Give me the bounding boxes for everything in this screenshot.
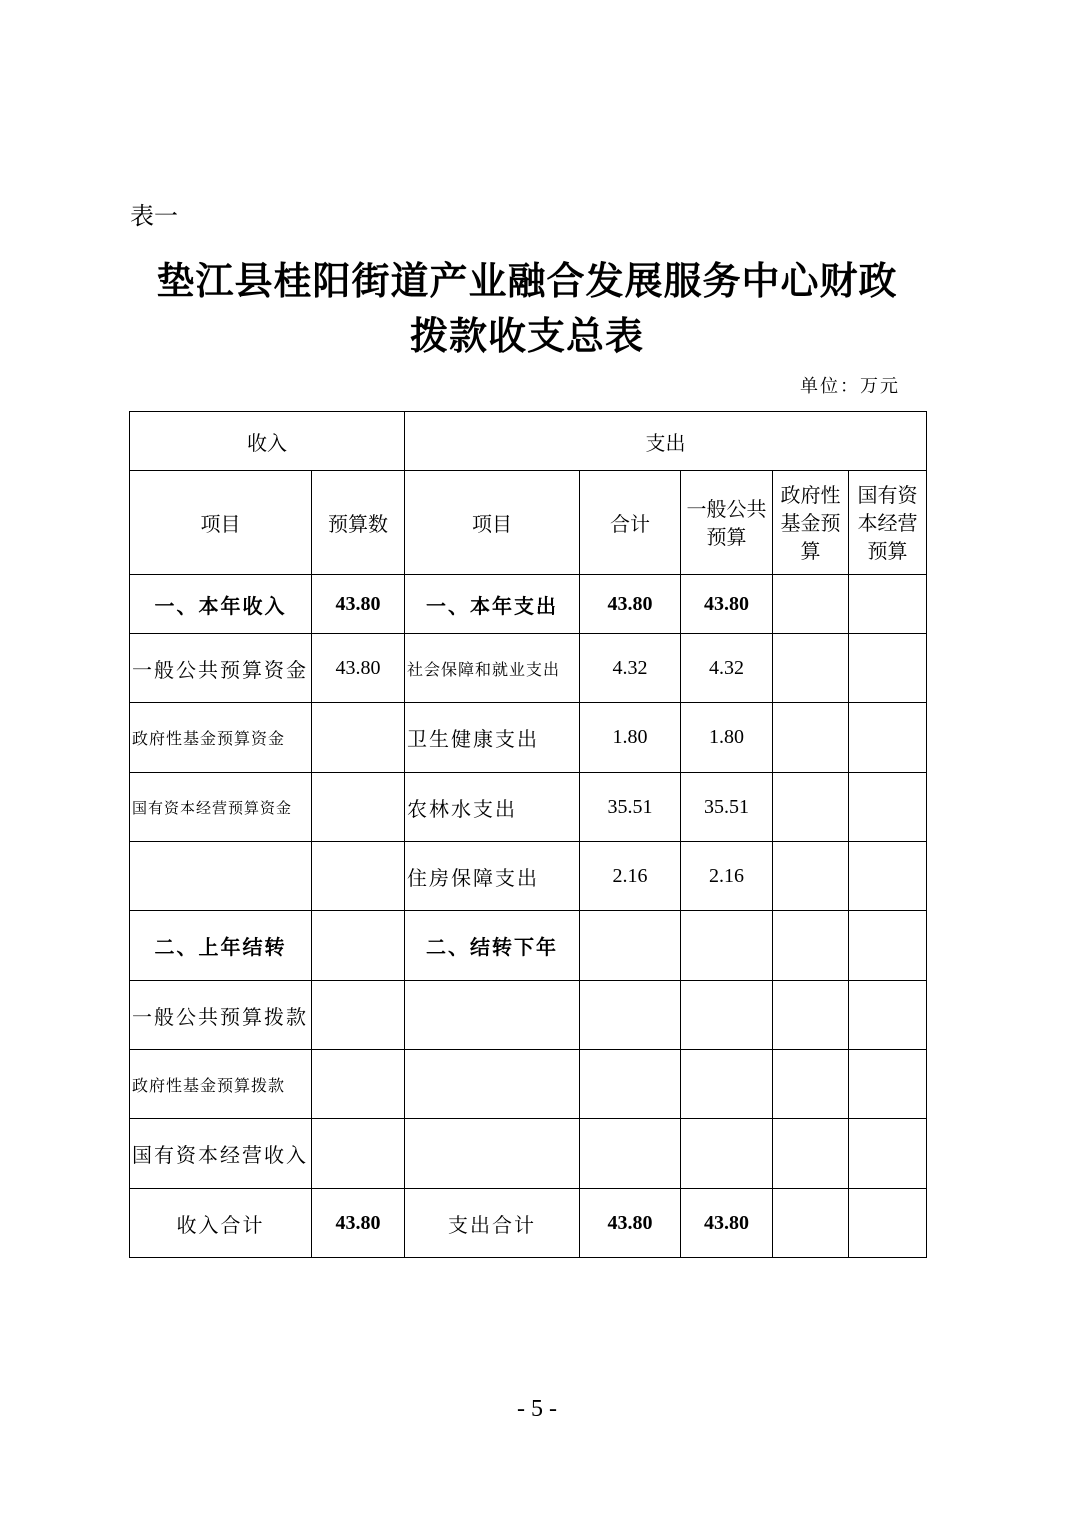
income-item-cell: 国有资本经营预算资金 (130, 773, 312, 842)
state-capital-cell (849, 773, 927, 842)
expense-item-cell: 社会保障和就业支出 (405, 634, 580, 703)
income-budget-cell (312, 911, 405, 981)
budget-summary-table (129, 411, 927, 1258)
table-label: 表一 (130, 202, 178, 230)
table-row (130, 981, 927, 1050)
income-budget-cell (312, 842, 405, 911)
general-total-value: 43.80 (681, 1189, 773, 1258)
unit-label: 单位：万元 (800, 376, 900, 397)
total-cell (580, 1050, 681, 1119)
table-row (130, 575, 927, 634)
state-capital-cell (849, 634, 927, 703)
state-capital-total-value (849, 1189, 927, 1258)
expense-total-value: 43.80 (580, 1189, 681, 1258)
total-cell: 2.16 (580, 842, 681, 911)
income-budget-cell (312, 981, 405, 1050)
table-row (130, 634, 927, 703)
table-row (130, 842, 927, 911)
table-group-header-row (130, 412, 927, 471)
col-income-item: 项目 (130, 471, 312, 575)
general-budget-cell (681, 1119, 773, 1189)
table-row (130, 773, 927, 842)
income-total-label: 收入合计 (130, 1189, 312, 1258)
table-row (130, 1050, 927, 1119)
income-budget-cell (312, 1119, 405, 1189)
income-budget-cell (312, 703, 405, 773)
expense-item-cell (405, 1050, 580, 1119)
table-row (130, 911, 927, 981)
col-income-budget: 预算数 (312, 471, 405, 575)
state-capital-cell (849, 981, 927, 1050)
total-cell: 43.80 (580, 575, 681, 634)
page-title-line2: 拨款收支总表 (409, 313, 644, 358)
general-budget-cell (681, 911, 773, 981)
gov-fund-total-value (773, 1189, 849, 1258)
col-gov-fund-budget: 政府性基金预算 (773, 471, 849, 575)
gov-fund-cell (773, 634, 849, 703)
income-budget-cell (312, 773, 405, 842)
gov-fund-cell (773, 911, 849, 981)
income-item-cell (130, 842, 312, 911)
income-budget-cell: 43.80 (312, 634, 405, 703)
total-cell (580, 1119, 681, 1189)
general-budget-cell: 2.16 (681, 842, 773, 911)
col-general-budget: 一般公共预算 (681, 471, 773, 575)
page-number: - 5 - (517, 1396, 557, 1422)
total-cell (580, 981, 681, 1050)
general-budget-cell: 1.80 (681, 703, 773, 773)
income-budget-cell: 43.80 (312, 575, 405, 634)
col-expense-item: 项目 (405, 471, 580, 575)
state-capital-cell (849, 911, 927, 981)
total-cell (580, 911, 681, 981)
general-budget-cell (681, 981, 773, 1050)
expense-item-cell: 住房保障支出 (405, 842, 580, 911)
expense-header: 支出 (405, 412, 927, 471)
state-capital-cell (849, 575, 927, 634)
total-cell: 35.51 (580, 773, 681, 842)
page-title-line1: 垫江县桂阳街道产业融合发展服务中心财政 (156, 258, 898, 303)
expense-item-cell (405, 981, 580, 1050)
gov-fund-cell (773, 1119, 849, 1189)
gov-fund-cell (773, 575, 849, 634)
income-header: 收入 (130, 412, 405, 471)
gov-fund-cell (773, 703, 849, 773)
table-column-header-row (130, 471, 927, 575)
income-item-cell: 国有资本经营收入 (130, 1119, 312, 1189)
table-total-row (130, 1189, 927, 1258)
income-item-cell: 二、上年结转 (130, 911, 312, 981)
state-capital-cell (849, 842, 927, 911)
income-item-cell: 一般公共预算拨款 (130, 981, 312, 1050)
expense-item-cell: 卫生健康支出 (405, 703, 580, 773)
income-item-cell: 一、本年收入 (130, 575, 312, 634)
state-capital-cell (849, 703, 927, 773)
general-budget-cell: 4.32 (681, 634, 773, 703)
income-item-cell: 政府性基金预算拨款 (130, 1050, 312, 1119)
general-budget-cell: 35.51 (681, 773, 773, 842)
gov-fund-cell (773, 773, 849, 842)
expense-item-cell (405, 1119, 580, 1189)
col-total: 合计 (580, 471, 681, 575)
total-cell: 1.80 (580, 703, 681, 773)
income-item-cell: 一般公共预算资金 (130, 634, 312, 703)
income-item-cell: 政府性基金预算资金 (130, 703, 312, 773)
expense-item-cell: 二、结转下年 (405, 911, 580, 981)
table-row (130, 703, 927, 773)
expense-total-label: 支出合计 (405, 1189, 580, 1258)
state-capital-cell (849, 1050, 927, 1119)
general-budget-cell (681, 1050, 773, 1119)
expense-item-cell: 一、本年支出 (405, 575, 580, 634)
state-capital-cell (849, 1119, 927, 1189)
gov-fund-cell (773, 842, 849, 911)
col-state-capital-budget: 国有资本经营预算 (849, 471, 927, 575)
table-row (130, 1119, 927, 1189)
gov-fund-cell (773, 1050, 849, 1119)
total-cell: 4.32 (580, 634, 681, 703)
income-total-value: 43.80 (312, 1189, 405, 1258)
gov-fund-cell (773, 981, 849, 1050)
income-budget-cell (312, 1050, 405, 1119)
general-budget-cell: 43.80 (681, 575, 773, 634)
expense-item-cell: 农林水支出 (405, 773, 580, 842)
